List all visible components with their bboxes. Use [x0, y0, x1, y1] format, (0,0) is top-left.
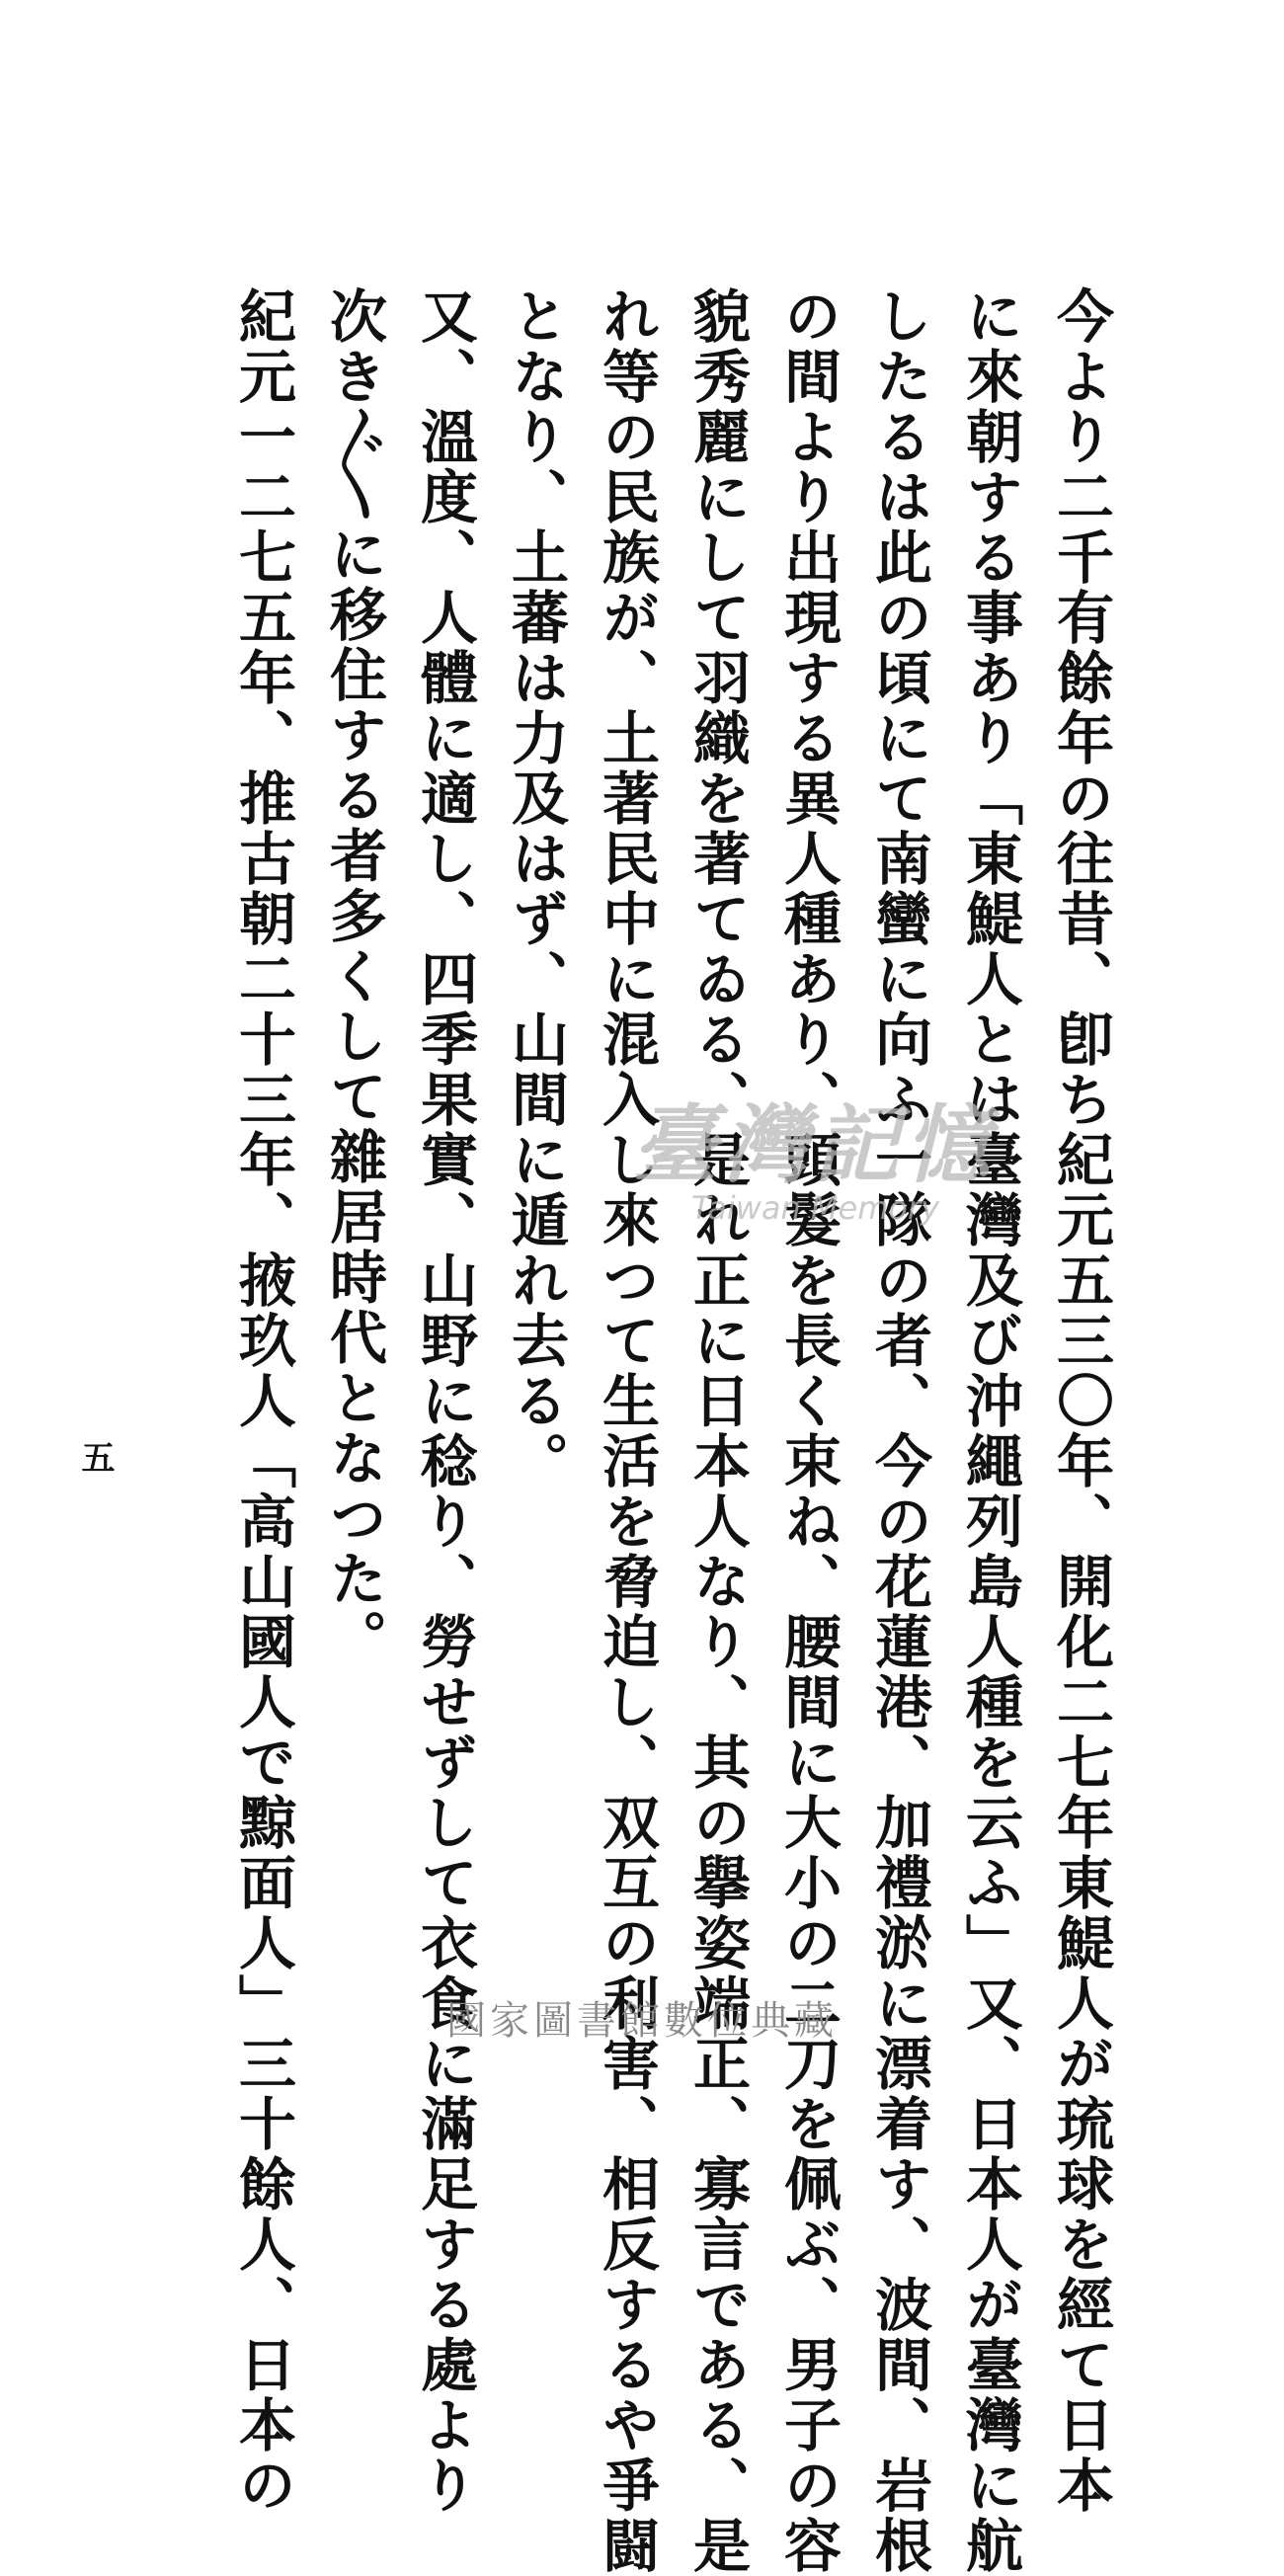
page-number: 五 — [75, 1440, 115, 1474]
text-column-7: となり、土蕃は力及はず、山間に遁れ去る。 — [502, 286, 569, 1491]
text-column-9: 次き〲に移住する者多くして雜居時代となつた。 — [320, 286, 387, 1669]
text-column-2: に來朝する事あり「東鯷人とは臺灣及び沖繩列島人種を云ふ」又、日本人が臺灣に航 — [956, 286, 1023, 2576]
text-column-6: れ等の民族が、土著民中に混入し來つて生活を脅迫し、双互の利害、相反するや爭闘 — [593, 286, 660, 2576]
text-column-3: したるは此の頃にて南蠻に向ふ一隊の者、今の花蓮港、加禮淤に漂着す、波間、岩根 — [865, 286, 932, 2576]
watermark-main: 臺灣記憶 — [632, 1096, 996, 1195]
footer-credit: 國家圖書館數位典藏 — [446, 1998, 838, 2044]
text-column-10: 紀元一二七五年、推古朝二十三年、掖玖人「高山國人で黥面人」三十餘人、日本の — [229, 286, 296, 2516]
text-column-8: 又、溫度、人體に適し、四季果實、山野に稔り、勞せずして衣食に滿足する處より — [411, 286, 478, 2516]
text-column-1: 今より二千有餘年の往昔、卽ち紀元五三〇年、開化二七年東鯷人が琉球を經て日本 — [1047, 286, 1114, 2516]
text-column-4: の間より出現する異人種あり、頭髮を長く束ね、腰間に大小の二刀を佩ぶ、男子の容 — [774, 286, 842, 2576]
watermark-sub: Taiwan Memory — [691, 1189, 940, 1227]
text-column-5: 貌秀麗にして羽織を著てゐる、是れ正に日本人なり、其の擧姿端正、寡言である、是 — [683, 286, 751, 2576]
